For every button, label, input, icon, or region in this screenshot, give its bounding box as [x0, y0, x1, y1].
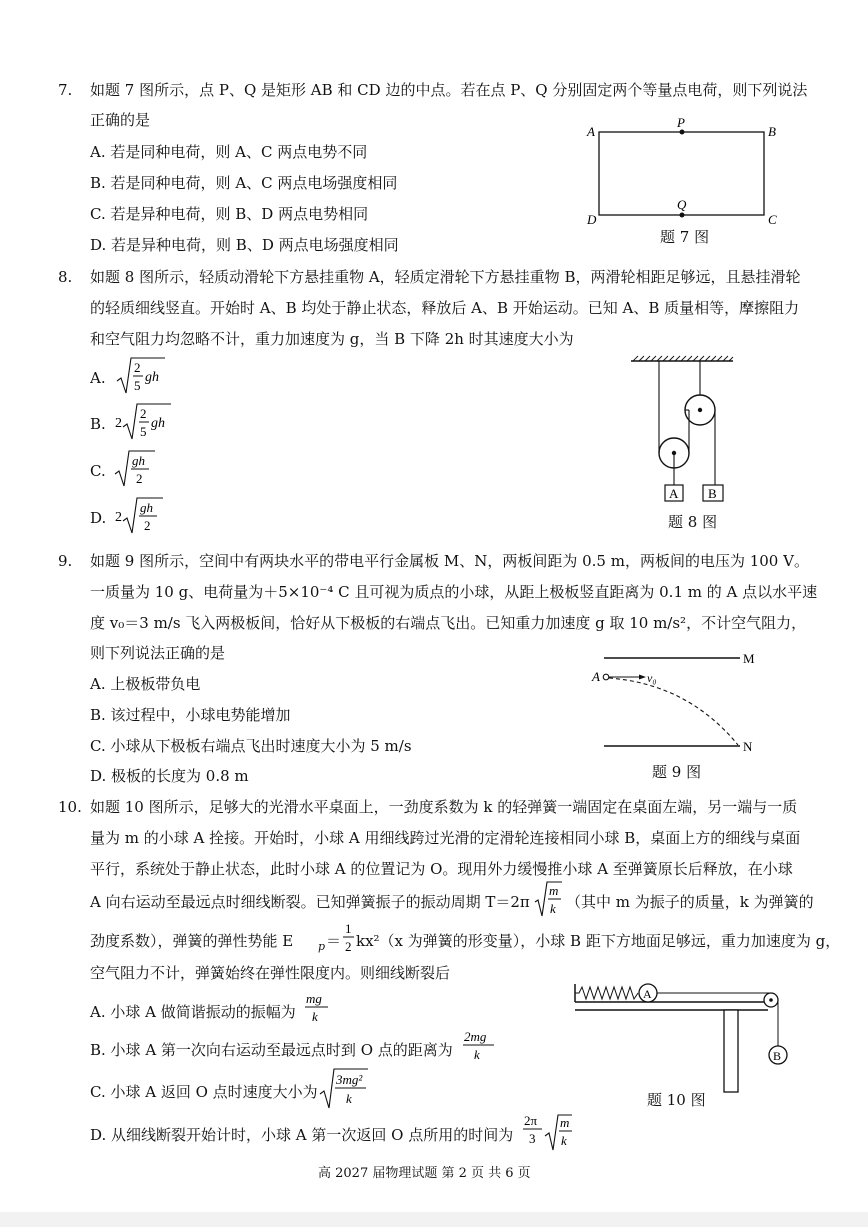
- q8-block-a-label: A: [669, 486, 679, 501]
- q7-figure-caption: 题 7 图: [660, 228, 710, 246]
- q8-d-den: 2: [144, 518, 151, 533]
- q10-ep-equals: ＝: [326, 932, 342, 950]
- q10-table-leg: [724, 1010, 738, 1092]
- q10-option-c-formula: [318, 1066, 372, 1112]
- q10-d-den: 3: [529, 1131, 536, 1146]
- q8-a-den: 5: [134, 378, 141, 393]
- q8-option-a-formula: [115, 355, 175, 397]
- q7-label-p: P: [677, 115, 685, 130]
- q7-stem-line1: 如题 7 图所示，点 P、Q 是矩形 AB 和 CD 边的中点。若在点 P、Q 分别固定两个等量点电荷，则下列说法: [90, 81, 808, 99]
- q8-option-b-label: B.: [90, 415, 106, 433]
- q8-d-coef: 2: [115, 510, 122, 525]
- q10-stem-line2: 量为 m 的小球 A 拴接。开始时，小球 A 用细线跨过光滑的定滑轮连接相同小球 B，桌面上方的细线与桌面: [90, 829, 801, 847]
- q10-d-num: 2π: [524, 1113, 538, 1128]
- q10-a-num: mg: [306, 991, 322, 1006]
- q8-figure-caption: 题 8 图: [668, 513, 718, 531]
- q9-option-b: B. 该过程中，小球电势能增加: [90, 706, 291, 724]
- q9-option-a: A. 上极板带负电: [90, 675, 201, 693]
- q10-ep-subscript: p: [318, 940, 326, 953]
- q10-option-c-text: C. 小球 A 返回 O 点时速度大小为: [90, 1083, 318, 1101]
- page-footer: 高 2027 届物理试题 第 2 页 共 6 页: [318, 1166, 531, 1181]
- q7-option-d: D. 若是异种电荷，则 B、D 两点电场强度相同: [90, 236, 399, 254]
- q8-c-den: 2: [136, 471, 143, 486]
- q8-figure: [625, 355, 745, 507]
- q10-period-num: m: [549, 883, 559, 898]
- q9-label-m: M: [743, 651, 755, 666]
- q10-d-rnum: m: [560, 1115, 570, 1130]
- q8-option-b-formula: [113, 401, 175, 443]
- q7-point-p: [680, 130, 685, 135]
- q8-d-num: gh: [140, 500, 153, 515]
- page-bottom-strip: [0, 1212, 868, 1227]
- q8-c-num: gh: [132, 453, 145, 468]
- q8-b-num: 2: [140, 406, 147, 421]
- q10-option-a-text: A. 小球 A 做简谐振动的振幅为: [90, 1003, 296, 1021]
- q7-option-a: A. 若是同种电荷，则 A、C 两点电势不同: [90, 143, 368, 161]
- q10-b-num: 2mg: [464, 1029, 487, 1044]
- q9-label-v0: v₀: [647, 671, 657, 685]
- q9-figure: [588, 648, 768, 758]
- q10-ep-den: 2: [345, 939, 352, 954]
- q7-number: 7.: [58, 81, 73, 99]
- q9-figure-caption: 题 9 图: [652, 763, 702, 781]
- q8-a-tail: gh: [145, 370, 159, 385]
- q10-ball-a-label: A: [643, 987, 652, 1001]
- q8-block-b-label: B: [708, 486, 717, 501]
- q8-stem-line2: 的轻质细线竖直。开始时 A、B 均处于静止状态，释放后 A、B 开始运动。已知 A、B 质量相等，摩擦阻力: [90, 299, 800, 317]
- q10-d-rden: k: [561, 1133, 567, 1148]
- q10-ball-b-label: B: [773, 1049, 782, 1063]
- q7-label-a: A: [587, 124, 595, 139]
- q7-label-d: D: [587, 212, 597, 227]
- q10-period-formula: [534, 880, 564, 922]
- q10-figure: [568, 978, 798, 1096]
- q8-b-coef: 2: [115, 416, 122, 431]
- q10-option-d-formula: [522, 1112, 574, 1156]
- q9-stem-line1: 如题 9 图所示，空间中有两块水平的带电平行金属板 M、N，两板间距为 0.5 m，两板间的电压为 100 V。: [90, 552, 809, 570]
- q9-stem-line2: 一质量为 10 g、电荷量为＋5×10⁻⁴ C 且可视为质点的小球，从距上极板竖直距离为 0.1 m 的 A 点以水平速: [90, 583, 818, 601]
- q10-b-den: k: [474, 1047, 480, 1062]
- q8-number: 8.: [58, 268, 73, 286]
- q10-c-den: k: [346, 1091, 352, 1106]
- q10-stem-line4a: A 向右运动至最远点时细线断裂。已知弹簧振子的振动周期 T＝2π: [90, 893, 530, 911]
- q10-stem-line4b: （其中 m 为振子的质量，k 为弹簧的: [566, 893, 814, 911]
- q10-period-den: k: [550, 901, 556, 916]
- q10-spring: [575, 987, 638, 999]
- q10-stem-line6: 空气阻力不计，弹簧始终在弹性限度内。则细线断裂后: [90, 964, 451, 982]
- q9-option-d: D. 极板的长度为 0.8 m: [90, 767, 249, 785]
- q10-number: 10.: [58, 798, 82, 816]
- q10-stem-line5b: kx²（x 为弹簧的形变量），小球 B 距下方地面足够远，重力加速度为 g，: [356, 932, 841, 950]
- q10-stem-line3: 平行，系统处于静止状态，此时小球 A 的位置记为 O。现用外力缓慢推小球 A 至弹簧原长后释放，在小球: [90, 860, 793, 878]
- q9-point-a: [603, 674, 609, 680]
- q7-label-c: C: [768, 212, 777, 227]
- q9-label-a: A: [592, 669, 600, 684]
- q10-ep-num: 1: [345, 921, 352, 936]
- q7-stem-line2: 正确的是: [90, 111, 151, 129]
- q10-option-b-formula: [462, 1028, 498, 1068]
- q10-c-num: 3mg²: [336, 1072, 363, 1087]
- q10-stem-line1: 如题 10 图所示，足够大的光滑水平桌面上，一劲度系数为 k 的轻弹簧一端固定在桌面左端，另一端与一质: [90, 798, 798, 816]
- q7-label-b: B: [768, 124, 776, 139]
- q8-option-c-formula: [113, 448, 163, 490]
- q8-a-num: 2: [134, 360, 141, 375]
- q10-ep-fraction: [342, 920, 356, 960]
- q8-b-den: 5: [140, 424, 147, 439]
- q10-option-d-text: D. 从细线断裂开始计时，小球 A 第一次返回 O 点所用的时间为: [90, 1126, 514, 1144]
- q9-option-c: C. 小球从下极板右端点飞出时速度大小为 5 m/s: [90, 737, 412, 755]
- q8-b-tail: gh: [151, 416, 165, 431]
- q9-stem-line3: 度 v₀＝3 m/s 飞入两极板间，恰好从下极板的右端点飞出。已知重力加速度 g 取 10 m/s²，不计空气阻力，: [90, 614, 807, 632]
- q8-option-a-label: A.: [90, 369, 106, 387]
- q8-option-d-label: D.: [90, 509, 107, 527]
- q9-label-n: N: [743, 739, 753, 754]
- q10-figure-caption: 题 10 图: [647, 1091, 706, 1109]
- q8-option-d-formula: [113, 495, 171, 537]
- q8-option-c-label: C.: [90, 462, 106, 480]
- q7-point-q: [680, 213, 685, 218]
- q8-stem-line3: 和空气阻力均忽略不计，重力加速度为 g，当 B 下降 2h 时其速度大小为: [90, 330, 574, 348]
- q9-trajectory: [609, 678, 738, 745]
- q9-number: 9.: [58, 552, 73, 570]
- q7-option-c: C. 若是异种电荷，则 B、D 两点电势相同: [90, 205, 369, 223]
- q10-a-den: k: [312, 1009, 318, 1024]
- q10-option-a-formula: [304, 990, 332, 1030]
- q7-label-q: Q: [677, 197, 687, 212]
- q9-stem-line4: 则下列说法正确的是: [90, 644, 226, 662]
- q10-option-b-text: B. 小球 A 第一次向右运动至最远点时到 O 点的距离为: [90, 1041, 453, 1059]
- q8-stem-line1: 如题 8 图所示，轻质动滑轮下方悬挂重物 A，轻质定滑轮下方悬挂重物 B，两滑轮相距足够远，且悬挂滑轮: [90, 268, 801, 286]
- q7-option-b: B. 若是同种电荷，则 A、C 两点电场强度相同: [90, 174, 398, 192]
- q10-stem-line5a: 劲度系数），弹簧的弹性势能 E: [90, 932, 294, 950]
